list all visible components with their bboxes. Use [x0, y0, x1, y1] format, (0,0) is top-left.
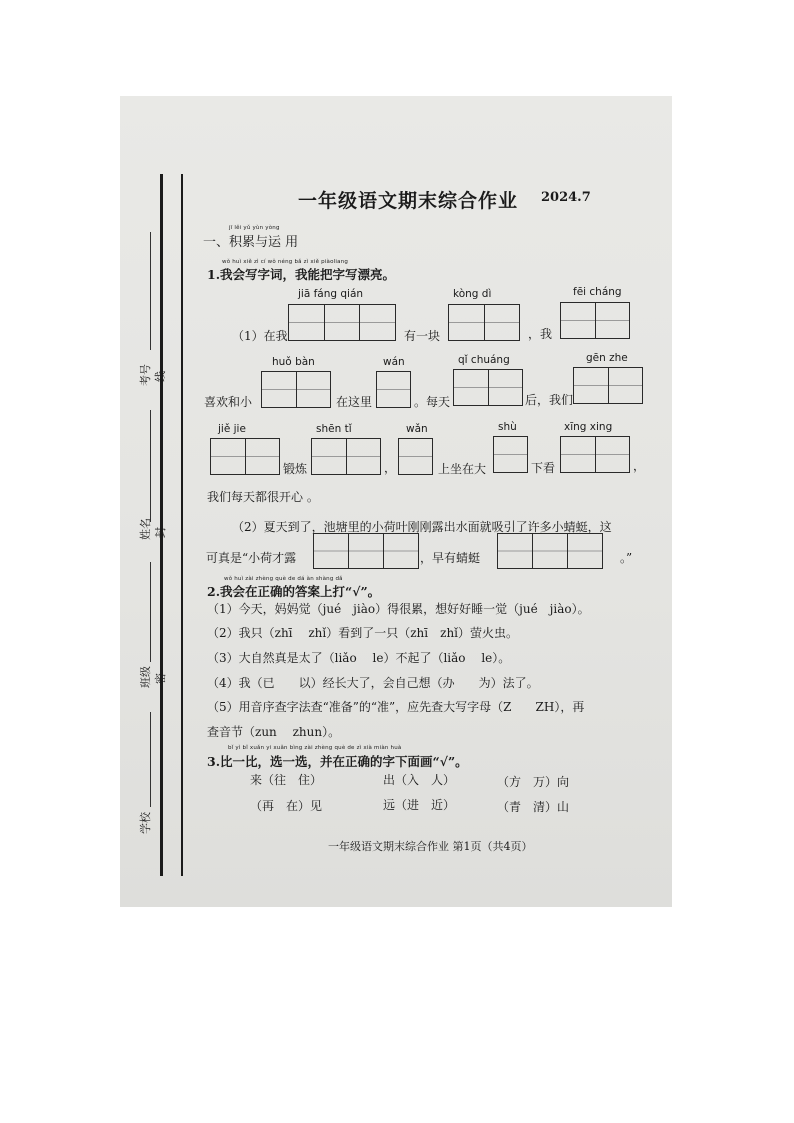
q1-text-7: 后，我们 — [525, 393, 574, 407]
write-box-li-shang-tou[interactable] — [497, 533, 603, 569]
section1-pinyin: jī lěi yǔ yùn yòng — [229, 225, 280, 231]
q1-text-2: 有一块 — [404, 329, 441, 343]
py-huo-ban: huǒ bàn — [272, 356, 315, 368]
q3-row1-a[interactable]: 来（往 住） — [250, 773, 323, 787]
write-box-shen-ti[interactable] — [311, 438, 381, 475]
q3-title: 3.比一比，选一选，并在正确的字下面画“√”。 — [207, 754, 468, 769]
q1-title: 1.我会写字词，我能把字写漂亮。 — [207, 267, 396, 282]
q3-row2-b[interactable]: 远（进 近） — [383, 798, 456, 812]
page-footer: 一年级语文期末综合作业 第1页（共4页） — [328, 840, 533, 853]
q2-item-4[interactable]: （4）我（已 以）经长大了，会自己想（办 为）法了。 — [207, 676, 539, 690]
q1-text-5: 在这里 — [336, 395, 373, 409]
q1-text-1: （1）在我 — [232, 329, 288, 343]
q1-text-16: ，早有蜻蜓 — [420, 551, 481, 565]
q1-text-8: 锻炼 — [283, 462, 308, 476]
py-fei-chang: fēi cháng — [573, 286, 622, 298]
q2-title: 2.我会在正确的答案上打“√”。 — [207, 584, 381, 599]
q1-text-3: ，我 — [528, 327, 553, 341]
py-shen-ti: shēn tǐ — [316, 423, 352, 435]
write-box-fei-chang[interactable] — [560, 302, 630, 339]
q3-row1-c[interactable]: （方 万）向 — [497, 775, 570, 789]
write-box-wan[interactable] — [376, 371, 411, 408]
label-exam-no: 考号 — [139, 364, 152, 386]
q1-text-6: 。每天 — [414, 395, 451, 409]
py-shu: shù — [498, 421, 517, 433]
exam-no-field[interactable] — [150, 232, 151, 350]
write-box-huo-ban[interactable] — [261, 371, 331, 408]
py-wan2: wǎn — [406, 423, 428, 435]
q2-item-6[interactable]: 查音节（zun zhun）。 — [207, 725, 341, 739]
py-jie-jie: jiě jie — [218, 423, 246, 435]
label-school: 学校 — [139, 812, 152, 834]
section1-title: 一、积累与运 用 — [203, 235, 299, 250]
q1-text-14: （2）夏天到了，池塘里的小荷叶刚刚露出水面就吸引了许多小蜻蜓，这 — [232, 520, 612, 534]
label-name: 姓名 — [139, 518, 152, 540]
q3-pinyin: bǐ yì bǐ xuǎn yi xuǎn bìng zài zhèng què de zì xià miàn huà — [228, 745, 402, 751]
class-field[interactable] — [150, 562, 151, 662]
binding-line-inner — [181, 174, 183, 876]
write-box-kong-di[interactable] — [448, 304, 520, 341]
write-box-xing-xing[interactable] — [560, 436, 630, 473]
q1-text-12: ， — [633, 459, 646, 473]
q1-text-9: ， — [384, 461, 397, 475]
q1-text-13: 我们每天都很开心 。 — [207, 490, 319, 504]
py-gen-zhe: gēn zhe — [586, 352, 628, 364]
q1-text-17: 。” — [620, 551, 633, 565]
q1-text-15: 可真是“小荷才露 — [206, 551, 297, 565]
page-title: 一年级语文期末综合作业 — [298, 190, 519, 212]
q1-text-11: 下看 — [531, 461, 556, 475]
write-box-shu[interactable] — [493, 436, 528, 473]
q2-item-2[interactable]: （2）我只（zhī zhǐ）看到了一只（zhī zhǐ）萤火虫。 — [207, 626, 519, 640]
q2-item-5[interactable]: （5）用音序查字法查“准备”的“准”，应先查大写字母（Z ZH），再 — [207, 700, 585, 714]
py-kong-di: kòng dì — [453, 288, 492, 300]
label-seal: 封 — [154, 527, 167, 538]
q3-row2-c[interactable]: （青 清）山 — [497, 800, 570, 814]
name-field[interactable] — [150, 410, 151, 522]
binding-line-outer — [160, 174, 163, 876]
write-box-jian-jian-jiao[interactable] — [313, 533, 419, 569]
school-field[interactable] — [150, 712, 151, 807]
q3-row1-b[interactable]: 出（入 人） — [383, 773, 456, 787]
py-xing-xing: xīng xing — [564, 421, 613, 433]
label-class: 班级 — [139, 666, 152, 688]
q1-text-10: 上坐在大 — [438, 462, 487, 476]
q1-text-4: 喜欢和小 — [204, 395, 253, 409]
write-box-qi-chuang[interactable] — [453, 369, 523, 406]
write-box-wan2[interactable] — [398, 438, 433, 475]
label-secret: 密 — [154, 673, 167, 684]
write-box-jie-jie[interactable] — [210, 438, 280, 475]
q2-item-1[interactable]: （1）今天，妈妈觉（jué jiào）得很累，想好好睡一觉（jué jiào）。 — [207, 602, 590, 616]
write-box-jia-fang-qian[interactable] — [288, 304, 396, 341]
q1-pinyin: wǒ huì xiě zì cí wǒ néng bǎ zì xiě piàoliang — [222, 259, 349, 265]
page-date: 2024.7 — [541, 190, 591, 205]
write-box-gen-zhe[interactable] — [573, 367, 643, 404]
py-qi-chuang: qǐ chuáng — [458, 354, 510, 366]
label-line: 线 — [154, 371, 167, 382]
py-jia-fang-qian: jiā fáng qián — [298, 288, 364, 300]
py-wan: wán — [383, 356, 405, 368]
q2-item-3[interactable]: （3）大自然真是太了（liǎo le）不起了（liǎo le）。 — [207, 651, 511, 665]
q3-row2-a[interactable]: （再 在）见 — [250, 799, 323, 813]
q2-pinyin: wǒ huì zài zhèng què de dá àn shàng dǎ — [224, 576, 343, 582]
